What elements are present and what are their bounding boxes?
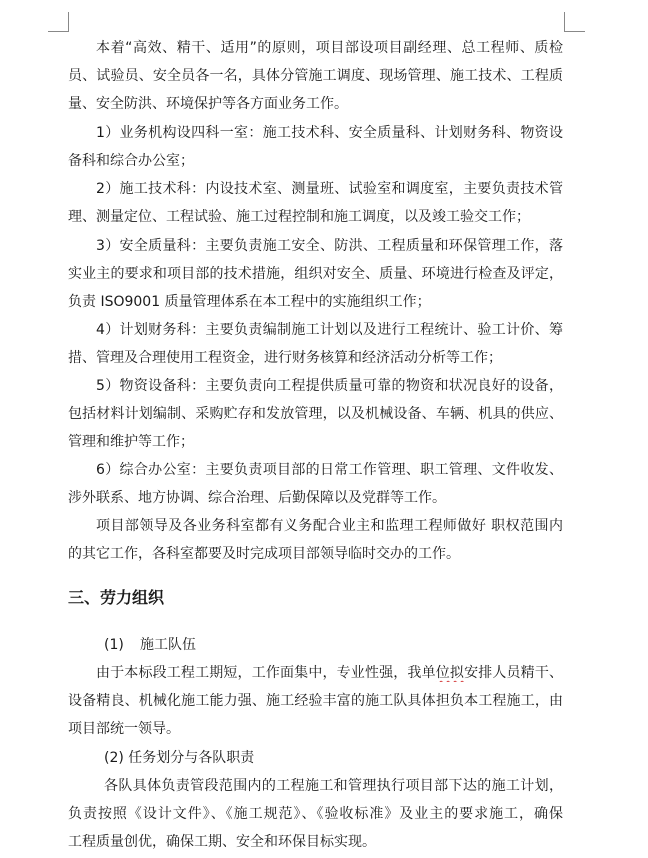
paragraph-line: 的其它工作，各科室都要及时完成项目部领导临时交办的工作。 bbox=[68, 546, 460, 562]
paragraph-line: 理、测量定位、工程试验、施工过程控制和施工调度，以及竣工验交工作； bbox=[68, 209, 530, 225]
paragraph-line: 涉外联系、地方协调、综合治理、后勤保障以及党群等工作。 bbox=[68, 490, 446, 506]
paragraph-line: 包括材料计划编制、采购贮存和发放管理，以及机械设备、车辆、机具的供应、 bbox=[68, 406, 563, 422]
subsection-number: (1) bbox=[104, 637, 124, 653]
paragraph-line: 项目部领导及各业务科室都有义务配合业主和监理工程师做好 职权范围内 bbox=[96, 518, 563, 534]
section-heading: 三、劳力组织 bbox=[68, 588, 165, 607]
paragraph-line: 2）施工技术科：内设技术室、测量班、试验室和调度室，主要负责技术管 bbox=[96, 181, 563, 197]
paragraph-line: 5）物资设备科：主要负责向工程提供质量可靠的物资和状况良好的设备， bbox=[96, 378, 563, 394]
paragraph-line: 负责按照《设计文件》、《施工规范》、《验收标准》及业主的要求施工，确保 bbox=[68, 806, 563, 822]
paragraph-line: 员、试验员、安全员各一名，具体分管施工调度、现场管理、施工技术、工程质 bbox=[68, 68, 563, 84]
crop-mark-top-right bbox=[564, 31, 585, 32]
text-run: 由于本标段工程工期短，工作面集中，专业性强，我单 bbox=[96, 665, 436, 681]
paragraph-line: 措、管理及合理使用工程资金，进行财务核算和经济活动分析等工作； bbox=[68, 350, 502, 366]
paragraph-line bbox=[96, 664, 563, 682]
paragraph-line: 工程质量创优，确保工期、安全和环保目标实现。 bbox=[68, 834, 376, 850]
text-run: 安排人员精干、 bbox=[464, 665, 563, 681]
subsection-title: (2) 任务划分与各队职责 bbox=[104, 750, 255, 766]
paragraph-line: 设备精良、机械化施工能力强、施工经验丰富的施工队具体担负本工程施工，由 bbox=[68, 693, 563, 709]
paragraph-line: 实业主的要求和项目部的技术措施，组织对安全、质量、环境进行检查及评定， bbox=[68, 266, 563, 282]
paragraph-line: 1）业务机构设四科一室：施工技术科、安全质量科、计划财务科、物资设 bbox=[96, 125, 563, 141]
paragraph-line: 项目部统一领导。 bbox=[68, 721, 180, 737]
paragraph-line: 各队具体负责管段范围内的工程施工和管理执行项目部下达的施工计划， bbox=[104, 778, 563, 794]
crop-mark-top-left bbox=[48, 31, 69, 32]
crop-mark-top-right bbox=[564, 12, 565, 32]
spellcheck-flagged-text: 位拟 bbox=[435, 665, 465, 681]
paragraph-line: 管理和维护等工作； bbox=[68, 434, 194, 450]
paragraph-line: 量、安全防洪、环境保护等各方面业务工作。 bbox=[68, 96, 348, 112]
paragraph-line: 4）计划财务科：主要负责编制施工计划以及进行工程统计、验工计价、筹 bbox=[96, 322, 563, 338]
subsection-title: 施工队伍 bbox=[140, 637, 196, 653]
paragraph-line: 备科和综合办公室； bbox=[68, 153, 194, 169]
paragraph-line: 3）安全质量科：主要负责施工安全、防洪、工程质量和环保管理工作，落 bbox=[96, 238, 563, 254]
paragraph-line: 6）综合办公室：主要负责项目部的日常工作管理、职工管理、文件收发、 bbox=[96, 462, 563, 478]
paragraph-line: 负责 ISO9001 质量管理体系在本工程中的实施组织工作； bbox=[68, 294, 431, 310]
paragraph-line: 本着“高效、精干、适用”的原则，项目部设项目副经理、总工程师、质检 bbox=[96, 40, 563, 56]
crop-mark-top-left bbox=[68, 12, 69, 32]
